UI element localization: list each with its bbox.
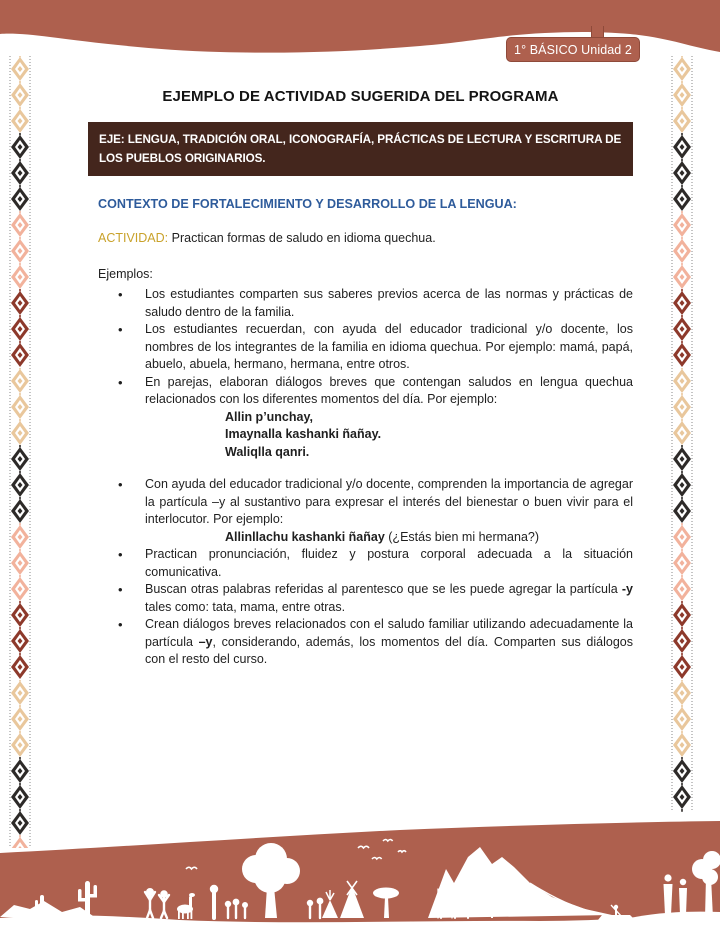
list-item bbox=[88, 581, 633, 616]
unit-badge bbox=[506, 37, 640, 62]
list-item bbox=[88, 546, 633, 581]
footer-landscape-decoration bbox=[0, 817, 720, 932]
list-item bbox=[88, 286, 633, 321]
activity-label: ACTIVIDAD: bbox=[98, 231, 169, 245]
list-item-text: Crean diálogos breves relacionados con el saludo familiar utilizando adecuadamente la partícula –y, considerando, además, los momentos del día. Comparten sus diálogos con el resto del curso. bbox=[145, 617, 633, 666]
list-item-text: Practican pronunciación, fluidez y postura corporal adecuada a la situación comunicativa. bbox=[145, 547, 633, 579]
context-heading: CONTEXTO DE FORTALECIMIENTO Y DESARROLLO DE LA LENGUA: bbox=[98, 196, 517, 211]
quechua-line: Allin p’unchay, bbox=[225, 409, 313, 424]
list-item-text: Con ayuda del educador tradicional y/o docente, comprenden la importancia de agregar la partícula –y al sustantivo para expresar el interés del bienestar o buen vivir para el interlocutor. Por ejemplo: bbox=[145, 477, 633, 526]
quechua-line: Allinllachu kashanki ñañay (¿Estás bien mi hermana?) bbox=[225, 529, 540, 544]
unit-badge-label: 1° BÁSICO Unidad 2 bbox=[514, 42, 632, 57]
quechua-example-block bbox=[145, 409, 633, 462]
document-content bbox=[88, 88, 633, 669]
list-item bbox=[88, 616, 633, 669]
list-item-text: Los estudiantes comparten sus saberes previos acerca de las normas y prácticas de saludo dentro de la familia. bbox=[145, 287, 633, 319]
list-item bbox=[88, 374, 633, 462]
eje-banner: EJE: LENGUA, TRADICIÓN ORAL, ICONOGRAFÍA, PRÁCTICAS DE LECTURA Y ESCRITURA DE LOS PUEBLOS ORIGINARIOS. bbox=[88, 122, 633, 176]
left-border-pattern bbox=[9, 56, 31, 848]
list-item bbox=[88, 321, 633, 374]
quechua-line: Waliqlla qanri. bbox=[225, 444, 310, 459]
examples-label: Ejemplos: bbox=[98, 266, 153, 281]
right-border-pattern bbox=[671, 56, 693, 812]
activity-list bbox=[88, 286, 633, 669]
list-item bbox=[88, 476, 633, 546]
activity-line bbox=[98, 230, 633, 248]
list-item-text: En parejas, elaboran diálogos breves que contengan saludos en lengua quechua relacionados con los diferentes momentos del día. Por ejemplo: bbox=[145, 374, 633, 406]
page-title: EJEMPLO DE ACTIVIDAD SUGERIDA DEL PROGRAMA bbox=[162, 88, 559, 105]
list-item-text: Los estudiantes recuerdan, con ayuda del educador tradicional y/o docente, los nombres de los integrantes de la familia en idioma quechua. Por ejemplo: mamá, papá, abuelo, abuela, hermano, hermana, entre otros. bbox=[145, 322, 633, 371]
quechua-line: Imaynalla kashanki ñañay. bbox=[225, 427, 382, 441]
activity-text: Practican formas de saludo en idioma quechua. bbox=[168, 231, 436, 245]
list-item-text: Buscan otras palabras referidas al parentesco que se les puede agregar la partícula -y tales como: tata, mama, entre otras. bbox=[145, 582, 633, 614]
